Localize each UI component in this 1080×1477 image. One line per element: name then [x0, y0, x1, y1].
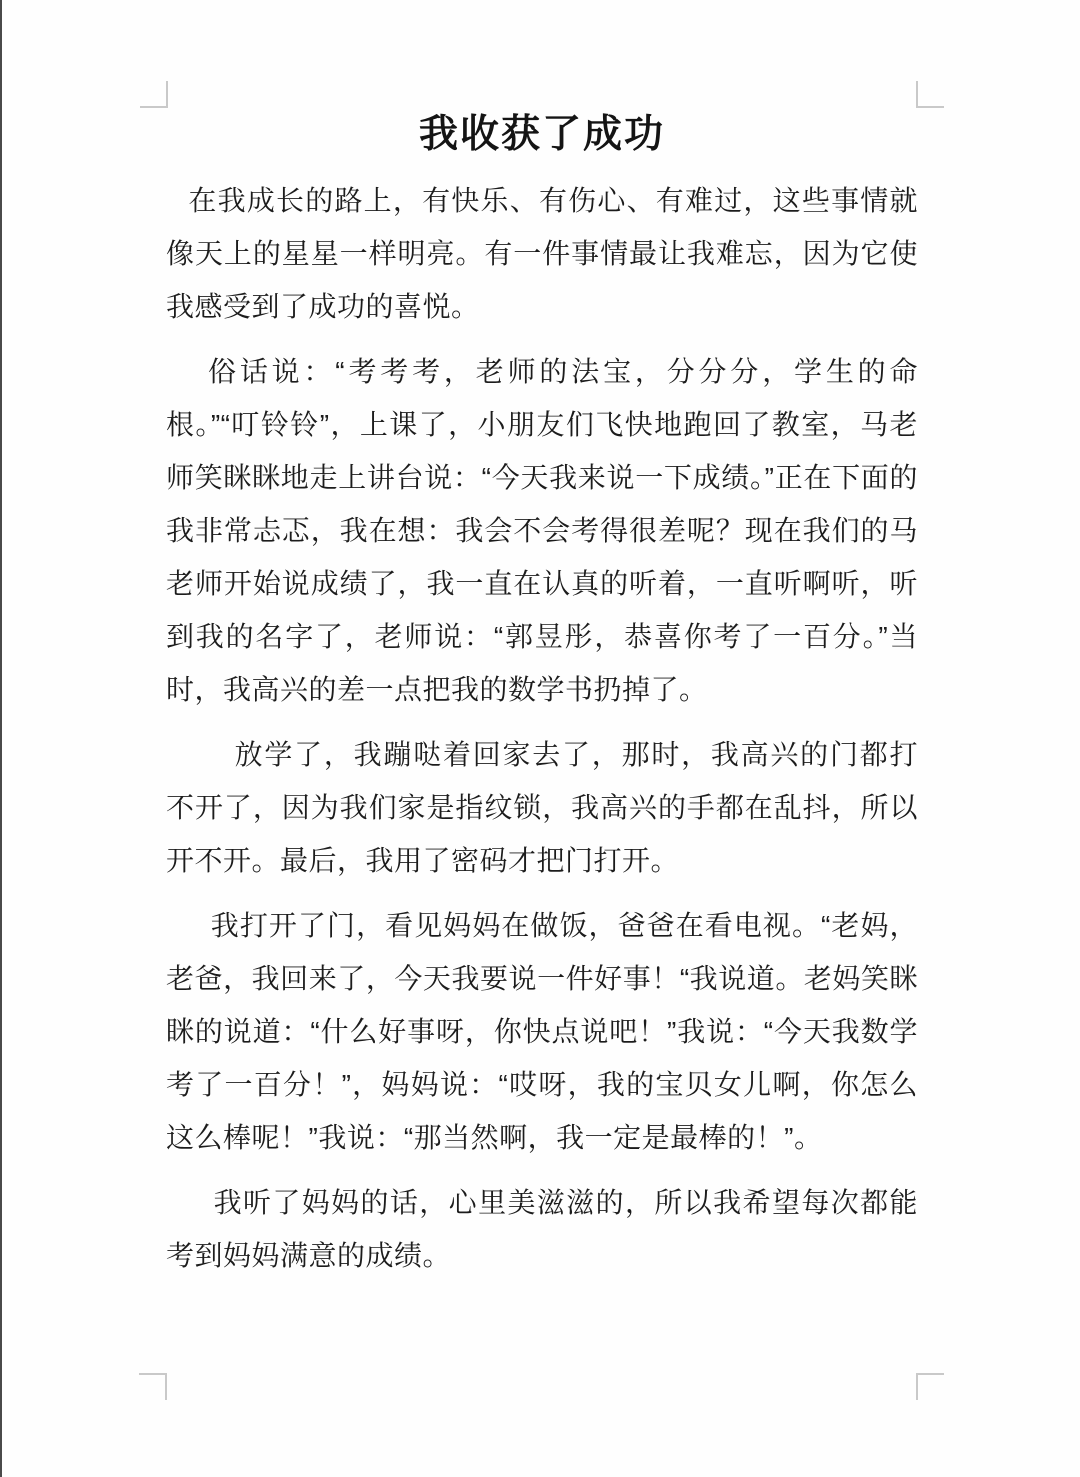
essay-paragraph: 放学了，我蹦哒着回家去了，那时，我高兴的门都打不开了，因为我们家是指纹锁，我高兴的手都在乱抖，所以开不开。最后，我用了密码才把门打开。	[166, 739, 918, 876]
essay-paragraph: 在我成长的路上，有快乐、有伤心、有难过，这些事情就像天上的星星一样明亮。有一件事情最让我难忘，因为它使我感受到了成功的喜悦。	[166, 185, 918, 322]
left-edge-line	[0, 0, 2, 1477]
crop-mark-top-right	[916, 81, 944, 108]
crop-mark-bottom-right	[916, 1373, 944, 1400]
essay-paragraph: 我打开了门，看见妈妈在做饭，爸爸在看电视。“老妈，老爸，我回来了，今天我要说一件好事！“我说道。老妈笑眯眯的说道：“什么好事呀，你快点说吧！”我说：“今天我数学考了一百分！”，妈妈说：“哎呀，我的宝贝女儿啊，你怎么这么棒呢！”我说：“那当然啊，我一定是最棒的！”。	[166, 910, 918, 1153]
crop-mark-bottom-left	[139, 1373, 167, 1400]
essay-paragraph: 我听了妈妈的话，心里美滋滋的，所以我希望每次都能考到妈妈满意的成绩。	[166, 1187, 918, 1271]
crop-mark-top-left	[140, 81, 168, 108]
essay-title: 我收获了成功	[418, 113, 665, 156]
essay-paragraph: 俗话说：“考考考，老师的法宝，分分分，学生的命根。”“叮铃铃”，上课了，小朋友们飞快地跑回了教室，马老师笑眯眯地走上讲台说：“今天我来说一下成绩。”正在下面的我非常忐忑，我在想：我会不会考得很差呢？现在我们的马老师开始说成绩了，我一直在认真的听着，一直听啊听，听到我的名字了，老师说：“郭昱彤，恭喜你考了一百分。”当时，我高兴的差一点把我的数学书扔掉了。	[166, 356, 918, 705]
essay-content	[166, 106, 918, 1294]
